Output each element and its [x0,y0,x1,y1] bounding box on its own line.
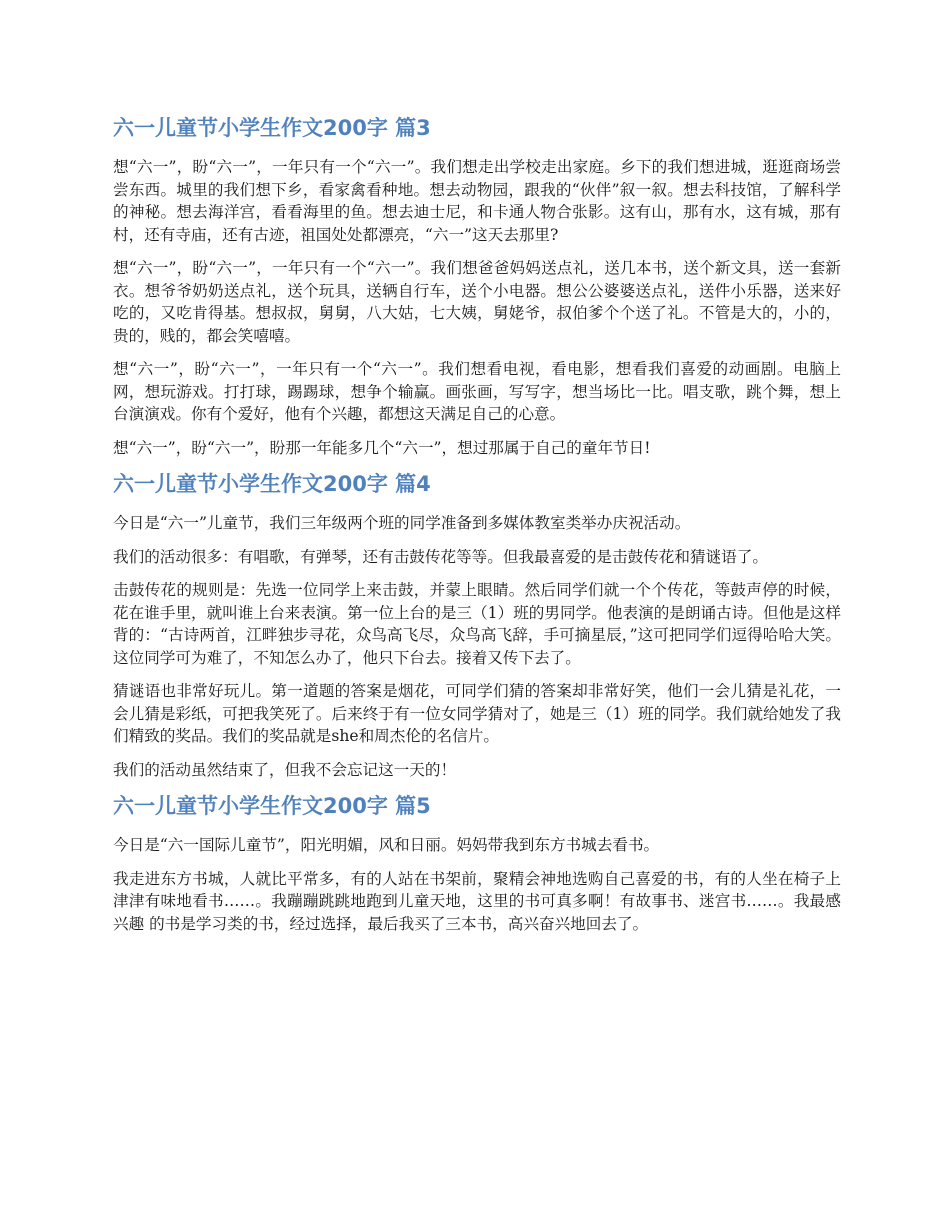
paragraph: 今日是“六一”儿童节，我们三年级两个班的同学准备到多媒体教室类举办庆祝活动。 [113,514,691,532]
paragraph: 想“六一”，盼“六一”，一年只有一个“六一”。我们想走出学校走出家庭。乡下的我们想进城，逛逛商场尝尝东西。城里的我们想下乡，看家禽看种地。想去动物园，跟我的“伙伴”叙一叙。想去科技馆，了解科学的神秘。想去海洋宫，看看海里的鱼。想去迪士尼，和卡通人物合张影。这有山，那有水，这有城，那有村，还有寺庙，还有古迹，祖国处处都漂亮，“六一”这天去那里? [113,158,841,244]
essay-section-4 [113,470,841,781]
document-page [113,114,841,946]
essay-section-5 [113,792,841,935]
paragraph: 我们的活动很多：有唱歌，有弹琴，还有击鼓传花等等。但我最喜爱的是击鼓传花和猜谜语了。 [113,547,768,566]
paragraph: 我走进东方书城，人就比平常多，有的人站在书架前，聚精会神地选购自己喜爱的书，有的人坐在椅子上津津有味地看书……。我蹦蹦跳跳地跑到儿童天地，这里的书可真多啊！有故事书、迷宫书……。我最感兴趣 的书是学习类的书，经过选择，最后我买了三本书，高兴奋兴地回去了。 [113,869,841,933]
paragraph: 今日是“六一国际儿童节”，阳光明媚，风和日丽。妈妈带我到东方书城去看书。 [113,836,660,854]
section-title: 六一儿童节小学生作文200字 篇5 [113,794,431,818]
paragraph: 我们的活动虽然结束了，但我不会忘记这一天的！ [113,760,457,779]
paragraph: 猜谜语也非常好玩儿。第一道题的答案是烟花，可同学们猜的答案却非常好笑，他们一会儿猜是礼花，一会儿猜是彩纸，可把我笑死了。后来终于有一位女同学猜对了，她是三（1）班的同学。我们就给她发了我们精致的奖品。我们的奖品就是she和周杰伦的名信片。 [113,682,841,745]
section-title: 六一儿童节小学生作文200字 篇4 [113,472,431,496]
paragraph: 想“六一”，盼“六一”，一年只有一个“六一”。我们想看电视，看电影，想看我们喜爱的动画剧。电脑上网，想玩游戏。打打球，踢踢球，想争个输赢。画张画，写写字，想当场比一比。唱支歌，跳个舞，想上台演演戏。你有个爱好，他有个兴趣，都想这天满足自己的心意。 [113,360,841,423]
essay-section-3 [113,114,841,459]
paragraph: 想“六一”，盼“六一”，一年只有一个“六一”。我们想爸爸妈妈送点礼，送几本书，送个新文具，送一套新衣。想爷爷奶奶送点礼，送个玩具，送辆自行车，送个小电器。想公公婆婆送点礼，送件小乐器，送来好吃的，又吃肯得基。想叔叔，舅舅，八大姑，七大姨，舅姥爷，叔伯爹个个送了礼。不管是大的，小的，贵的，贱的，都会笑嘻嘻。 [113,259,841,345]
section-title: 六一儿童节小学生作文200字 篇3 [113,116,431,140]
paragraph: 想“六一”，盼“六一”，盼那一年能多几个“六一”，想过那属于自己的童年节日! [113,438,651,457]
paragraph: 击鼓传花的规则是：先选一位同学上来击鼓，并蒙上眼睛。然后同学们就一个个传花，等鼓声停的时候，花在谁手里，就叫谁上台来表演。第一位上台的是三（1）班的男同学。他表演的是朗诵古诗。但他是这样背的：“古诗两首，江畔独步寻花，众鸟高飞尽，众鸟高飞辞，手可摘星辰，”这可把同学们逗得哈哈大笑。这位同学可为难了，不知怎么办了，他只下台去。接着又传下去了。 [113,581,841,667]
